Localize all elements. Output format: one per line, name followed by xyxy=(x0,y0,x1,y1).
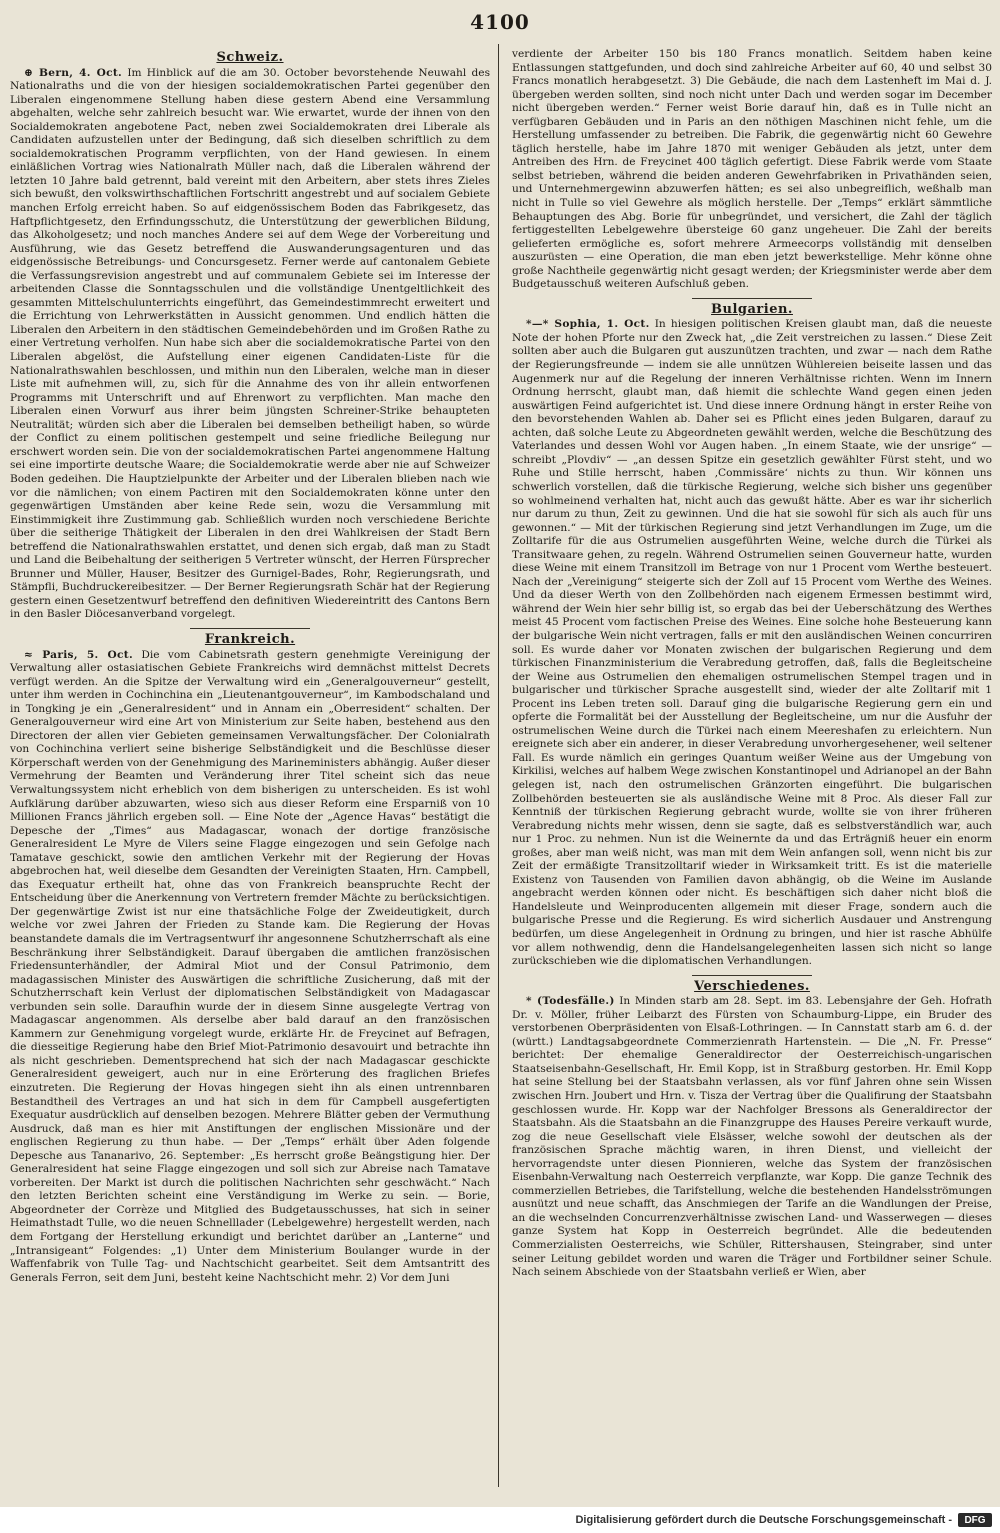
section-heading-bulgarien: Bulgarien. xyxy=(711,301,793,317)
dateline: * (Todesfälle.) xyxy=(526,995,615,1008)
dateline: ⊕ Bern, 4. Oct. xyxy=(24,66,123,79)
left-column xyxy=(10,48,490,1285)
article-text: Im Hinblick auf die am 30. October bevorstehende Neuwahl des Nationalraths und die von der hiesigen socialdemokratischen Partei gegenüber den Liberalen eingenommene Stellung haben diese gestern Abend eine Versammlung abgehalten, welche sehr zahlreich besucht war. Wie erwartet, wurde der ihnen von den Socialdemokraten angebotene Pact, neben zwei Socialdemokraten drei Liberale als Candidaten aufzustellen unter der Bedingung, daß sich dieselben schriftlich zu dem socialdemokratischen Programm verpflichten, von der Hand gewiesen. In einem einläßlichen Vortrag wies Nationalrath Müller nach, daß die Liberalen während der letzten 10 Jahre bald getrennt, bald vereint mit den Arbeitern, aber stets ihres Zieles sich bewußt, den volkswirthschaftlichen Fortschritt angestrebt und auf socialem Gebiete manchen Erfolg erreicht haben. So auf eidgenössischem Boden das Fabrikgesetz, das Haftpflichtgesetz, den Erfindungsschutz, die Unterstützung der gewerblichen Bildung, das Alkoholgesetz; und noch manches Andere sei auf dem Wege der Vorbereitung und Ausführung, wie das Gesetz betreffend die Auswanderungsagenturen und das eidgenössische Betreibungs- und Concursgesetz. Ferner werde auf cantonalem Gebiete die Verfassungsrevision angestrebt und auf communalem Gebiete sei im Interesse der arbeitenden Classe die Sonntagsschulen und die vollständige Unentgeltlichkeit des gesammten Mittelschulunterrichts eingeführt, das Gemeindestimmrecht erweitert und die Errichtung von Lehrwerkstätten in Aussicht genommen. Und endlich hätten die Liberalen den Arbeitern in den städtischen Gemeindebehörden und im Großen Rathe zu einer Vertretung verholfen. Nun habe sich aber die socialdemokratische Partei von den Liberalen abgelöst, die Aufstellung einer eigenen Candidaten-Liste für die Nationalrathswahlen beschlossen, und mithin nun den Liberalen, welche man in dieser Liste mit aufnehmen will, zu, sich für die Annahme des von ihr allein entworfenen Programms mit Unterschrift und auf Ehrenwort zu verpflichten. Man mache den Liberalen einen Vorwurf aus ihrer beim jüngsten Schreiner-Strike behaupteten Neutralität; würden sich aber die Liberalen bei demselben betheiligt haben, so würde der Conflict zu einem politischen gestempelt und seine friedliche Beilegung nur erschwert worden sein. Die von der socialdemokratischen Partei angenommene Haltung sei eine importirte deutsche Waare; die Socialdemokratie werde aber nie auf Schweizer Boden gedeihen. Die Hauptzielpunkte der Arbeiter und der Liberalen blieben nach wie vor die nämlichen; von einem Pactiren mit den Socialdemokraten könne unter den gegenwärtigen Umständen aber keine Rede sein, wozu die Versammlung mit Einstimmigkeit ihre Zustimmung gab. Schließlich wurden noch verschiedene Berichte über die seitherige Thätigkeit der Liberalen in den drei Wahlkreisen der Stadt Bern betreffend die Nationalrathswahlen erstattet, und denen sich ergab, daß man zu Stadt und Land die Beibehaltung der seitherigen 5 Vertreter wünscht, der Herren Fürsprecher Brunner und Müller, Hauser, Besitzer des Gurnigel-Bades, Rohr, Regierungsrath, und Stämpfli, Buchdruckereibesitzer. — Der Berner Regierungsrath Schär hat der Regierung gestern einen Gesetzentwurf betreffend den definitiven Wiedereintritt des Cantons Bern in den Basler Diöcesanverband vorgelegt. xyxy=(10,66,490,621)
section-divider xyxy=(692,298,812,299)
footer-text: Digitalisierung gefördert durch die Deutsche Forschungsgemeinschaft - xyxy=(575,1514,952,1526)
article-text: Die vom Cabinetsrath gestern genehmigte Vereinigung der Verwaltung aller ostasiatischen Gebiete Frankreichs wird demnächst mittelst Decrets verfügt werden. An die Spitze der Verwaltung wird ein „Generalgouverneur“ gestellt, unter ihm werden in Cochinchina ein „Lieutenantgouverneur“, im Kambodschaland und in Tongking je ein „Generalresident“ und in Annam ein „Oberresident“ schalten. Der Generalgouverneur wird eine Art von Ministerium zur Seite haben, bestehend aus den Directoren der allen vier Gebieten gemeinsamen Verwaltungsfächer. Der Colonialrath von Cochinchina verliert seine bisherige Selbständigkeit und die Beschlüsse dieser Körperschaft werden von der Genehmigung des Marineministers abhängig. Außer dieser Vermehrung der Beamten und Veränderung ihrer Titel scheint sich das neue Verwaltungssystem nicht erheblich von dem bisherigen zu unterscheiden. Es ist wohl Aufklärung darüber abzuwarten, wieso sich aus dieser Reform eine Ersparniß von 10 Millionen Francs jährlich ergeben soll. — Eine Note der „Agence Havas“ bestätigt die Depesche der „Times“ aus Madagascar, wonach der dortige französische Generalresident Le Myre de Vilers seine Flagge eingezogen und sein Gefolge nach Tamatave geschickt, sowie den amtlichen Verkehr mit der Regierung der Hovas abgebrochen hat, weil dieselbe dem Gesandten der Vereinigten Staaten, Hrn. Campbell, das Exequatur ertheilt hat, ohne das von Frankreich beanspruchte Recht der Entscheidung über die Anerkennung von Vertretern fremder Mächte zu berücksichtigen. Der gegenwärtige Zwist ist nur eine thatsächliche Folge der Zweideutigkeit, durch welche vor zwei Jahren der Frieden zu Stande kam. Die Regierung der Hovas beanstandete damals die im Vertragsentwurf ihr angesonnene Schutzherrschaft als eine Beschränkung ihrer Selbständigkeit. Darauf übergaben die amtlichen französischen Friedensunterhändler, der Admiral Miot und der Consul Patrimonio, dem madagassischen Minister des Auswärtigen die schriftliche Zusicherung, daß mit der Schutzherrschaft kein Verlust der diplomatischen Selbständigkeit von Madagascar verbunden sein solle. Daraufhin wurde der in diesem Sinne ausgelegte Vertrag von Madagascar angenommen. Als derselbe aber bald darauf an den französischen Kammern zur Genehmigung vorgelegt wurde, erklärte Hr. de Freycinet auf Befragen, die diesseitige Regierung habe den Brief Miot-Patrimonio desavouirt und betrachte ihn als nicht geschrieben. Dementsprechend hat sich der nach Madagascar geschickte Generalresident geweigert, auch nur in eine Erörterung des fraglichen Briefes einzutreten. Die Regierung der Hovas hingegen sieht ihn als einen untrennbaren Bestandtheil des Vertrages an und hat sich in dem für Campbell ausgefertigten Exequatur ausdrücklich auf denselben bezogen. Mehrere Blätter geben der Vermuthung Ausdruck, daß man es hier mit Anstiftungen der englischen Missionäre und der englischen Regierung zu thun habe. — Der „Temps“ erhält über Aden folgende Depesche aus Tananarivo, 26. September: „Es herrscht große Beängstigung hier. Der Generalresident hat seine Flagge eingezogen und soll sich zur Abreise nach Tamatave vorbereiten. Der Markt ist durch die politischen Nachrichten sehr geschwächt.“ Nach den letzten Berichten scheint eine Verständigung im Werke zu sein. — Borie, Abgeordneter der Corrèze und Mitglied des Budgetausschusses, hat sich in seiner Heimathstadt Tulle, wo die neuen Schnelllader (Lebelgewehre) hergestellt werden, nach dem Fortgang der Herstellung erkundigt und berichtet darüber an „Lanterne“ und „Intransigeant“ Folgendes: „1) Unter dem Ministerium Boulanger wurde in der Waffenfabrik von Tulle Tag- und Nachtschicht gearbeitet. Seit dem Amtsantritt des Generals Ferron, seit dem Juni, besteht keine Nachtschicht mehr. 2) Vor dem Juni xyxy=(10,648,490,1284)
column-divider xyxy=(498,44,499,1487)
right-column xyxy=(512,48,992,1280)
dfg-logo: DFG xyxy=(958,1513,992,1527)
section-heading-verschiedenes: Verschiedenes. xyxy=(694,978,810,994)
article-switzerland xyxy=(10,67,490,622)
article-france-continued: verdiente der Arbeiter 150 bis 180 Francs monatlich. Seitdem haben keine Entlassungen stattgefunden, und doch sind zahlreiche Arbeiter auf 60, 40 und selbst 30 Francs monatlich herabgesetzt. 3) Die Gebäude, die nach dem Lastenheft im Mai d. J. übergeben werden sollten, sind noch nicht unter Dach und werden sogar im December nicht übergeben werden.“ Ferner weist Borie darauf hin, daß es in Tulle nicht an verfügbaren Gebäuden und in Paris an den nöthigen Maschinen nicht fehle, um die Herstellung umfassender zu betreiben. Die Fabrik, die gegenwärtig nicht 60 Gewehre täglich herstelle, habe im Jahre 1870 mit weniger Gebäuden als jetzt, unter dem Antreiben des Hrn. de Freycinet 400 täglich gefertigt. Diese Fabrik werde vom Staate selbst betrieben, während die beiden anderen Gewehrfabriken in Privathänden seien, und Unternehmergewinn abzuwerfen hätten; es sei also unbegreiflich, weßhalb man nicht in Tulle so viel Gewehre als möglich herstelle. Der „Temps“ erklärt sämmtliche Behauptungen des Abg. Borie für unbegründet, und versichert, die Zahl der täglich fertiggestellten Lebelgewehre übersteige 60 ganz ungeheuer. Die Zahl der bereits gelieferten ermögliche es, sofort mehrere Armeecorps vollständig mit denselben auszurüsten — eine Operation, die man eben jetzt bewerkstellige. Mehr könne ohne große Nachtheile gegenwärtig nicht gesagt werden; der Kriegsminister werde aber dem Budgetausschuß weiteren Aufschluß geben. xyxy=(512,48,992,291)
digitization-footer xyxy=(0,1507,1000,1533)
section-divider xyxy=(190,628,310,629)
article-france xyxy=(10,649,490,1286)
article-text: In hiesigen politischen Kreisen glaubt man, daß die neueste Note der hohen Pforte nur den Zweck hat, „die Zeit verstreichen zu lassen.“ Diese Zeit sollten aber auch die Bulgaren gut auszunützen trachten, und zwar — nach dem Rathe der Regierungsfreunde — indem sie alle unnützen Wühlereien beiseite lassen und das Augenmerk nur auf die Regelung der inneren Verhältnisse richten. Wenn im Innern Ordnung herrscht, glaubt man, daß hiemit die schlechte Wand gegen einen jeden auswärtigen Feind aufgerichtet ist. Und diese innere Ordnung hängt in erster Reihe von den bevorstehenden Wahlen ab. Daher sei es Pflicht eines jeden Bulgaren, darauf zu achten, daß solche Leute zu Abgeordneten gewählt werden, welche die Beschützung des Vaterlandes und dessen Wohl vor Augen haben. „In einem Staate, wie der unsrige“ — schreibt „Plovdiv“ — „an dessen Spitze ein gesetzlich gewählter Fürst steht, und wo Ruhe und Stille herrscht, haben ‚Commissäre‘ nichts zu thun. Wir können uns schwerlich vorstellen, daß die türkische Regierung, welche sich bisher uns gegenüber so wohlmeinend verhalten hat, nicht auch das gewußt hätte. Aber es war ihr sicherlich nur darum zu thun, Zeit zu gewinnen. Und die hat sie sowohl für sich als auch für uns gewonnen.“ — Mit der türkischen Regierung sind jetzt Verhandlungen im Zuge, um die Zolltarife für die aus Ostrumelien ausgeführten Weine, welche durch die Türkei als Transitwaare gehen, zu regeln. Während Ostrumelien seinen Gouverneur hatte, wurden diese Weine mit einem Transitzoll im Betrage von nur 1 Procent vom Werthe besteuert. Nach der „Vereinigung“ steigerte sich der Zoll auf 15 Procent vom Werthe des Weines. Und da dieser Werth von den Zollbehörden nach eigenem Ermessen bestimmt wird, während der Wein hier sehr billig ist, so ergab das bei der Ueberschätzung des Werthes meist 45 Procent vom factischen Preise des Weines. Eine solche hohe Besteuerung kann der bulgarische Wein nicht vertragen, falls er mit den ausländischen Weinen concurriren soll. Es wurde daher vor Monaten zwischen der bulgarischen Regierung und dem türkischen Finanzministerium die Verabredung getroffen, daß, falls die Begleitscheine der Weine aus Ostrumelien den ehemaligen ostrumelischen Stempel tragen und in bulgarischer und türkischer Sprache ausgestellt sind, wieder der alte Zolltarif mit 1 Procent ins Leben treten soll. Darauf ging die bulgarische Regierung gern ein und opferte die Formalität bei der Ausstellung der Begleitscheine, um nur die Ausfuhr der ostrumelischen Weine durch die Türkei nach einem Meereshafen zu erleichtern. Nun ereignete sich aber ein anderer, in dieser Verabredung unvorhergesehener, weil seltener Fall. Es wurde nämlich ein geringes Quantum weißer Weine aus der Umgebung von Kirkilisi, welches auf halbem Wege zwischen Konstantinopel und Adrianopel an der Bahn gelegen ist, nach den ostrumelischen Gränzorten eingeführt. Die bulgarischen Zollbehörden besteuerten sie als ausländische Weine mit 8 Proc. Als dieser Fall zur Kenntniß der türkischen Regierung gebracht wurde, wollte sie von ihrer früheren Verabredung nichts mehr wissen, denn sie sagte, daß es selbstverständlich war, auch nur 1 Proc. zu nehmen. Nun ist die Weinernte da und das Erträgniß heuer ein enorm großes, aber man weiß nicht, was man mit dem Wein anfangen soll, wenn nicht bis zur Zeit der ermäßigte Transitzolltarif wieder in Wirksamkeit tritt. Es ist die materielle Existenz von Tausenden von Familien davon abhängig, ob die Weine im Auslande angebracht werden können oder nicht. Es beschäftigen sich daher nicht bloß die Handelsleute und Weinproducenten allgemein mit dieser Frage, sondern auch die bulgarische Presse und die Regierung. Es wird sicherlich Ausdauer und Anstrengung bedürfen, um diese Angelegenheit in Ordnung zu bringen, und hier ist rasche Abhülfe vor allem nothwendig, denn die Handelsangelegenheiten lassen sich nicht so lange zurückschieben wie die diplomatischen Verhandlungen. xyxy=(512,318,992,968)
article-text: In Minden starb am 28. Sept. im 83. Lebensjahre der Geh. Hofrath Dr. v. Möller, früher Leibarzt des Fürsten von Schaumburg-Lippe, ein Bruder des verstorbenen Oberpräsidenten von Elsaß-Lothringen. — In Cannstatt starb am 6. d. der (württ.) Landtagsabgeordnete Commerzienrath Hartenstein. — Die „N. Fr. Presse“ berichtet: Der ehemalige Generaldirector der Oesterreichisch-ungarischen Staatseisenbahn-Gesellschaft, Hr. Emil Kopp, ist in Straßburg gestorben. Hr. Emil Kopp hat seine Stellung bei der Staatsbahn verlassen, als vor fünf Jahren ohne sein Wissen zwischen Hrn. Joubert und Hrn. v. Tisza der Vertrag über die Qualifirung der Staatsbahn geschlossen wurde. Hr. Kopp war der Nachfolger Bressons als Generaldirector der Staatsbahn. Als die Staatsbahn an die Finanzgruppe des Hauses Pereire verkauft wurde, zog die neue Gesellschaft viele Elsässer, welche sowohl der deutschen als der französischen Sprache mächtig waren, in ihren Dienst, und vielleicht der hervorragendste unter diesen Pionnieren, welche das System der französischen Eisenbahn-Verwaltung nach Oesterreich verpflanzte, war Kopp. Die ganze Technik des commerziellen Betriebes, die Tarifstellung, welche die bestehenden Handelsströmungen ausnützt und neue schafft, das Anschmiegen der Tarife an die Wandlungen der Preise, an die wechselnden Concurrenzverhältnisse zwischen Land- und Wasserwegen — dieses ganze System hat Kopp in Oesterreich begründet. Alle die bedeutenden Commerzialisten Oesterreichs, wie Schüler, Rittershausen, Steingraber, sind unter seiner Leitung gebildet worden und waren die Träger und Fortbildner seiner Schule. Nach seinem Abschiede von der Staatsbahn verließ er Wien, aber xyxy=(512,995,992,1279)
article-miscellaneous xyxy=(512,995,992,1279)
page-number: 4100 xyxy=(470,10,530,34)
section-heading-frankreich: Frankreich. xyxy=(204,631,296,647)
dateline: *—* Sophia, 1. Oct. xyxy=(526,318,650,331)
section-heading-schweiz: Schweiz. xyxy=(216,50,284,65)
section-divider xyxy=(692,975,812,976)
article-bulgaria xyxy=(512,318,992,968)
dateline: ≈ Paris, 5. Oct. xyxy=(24,648,133,661)
